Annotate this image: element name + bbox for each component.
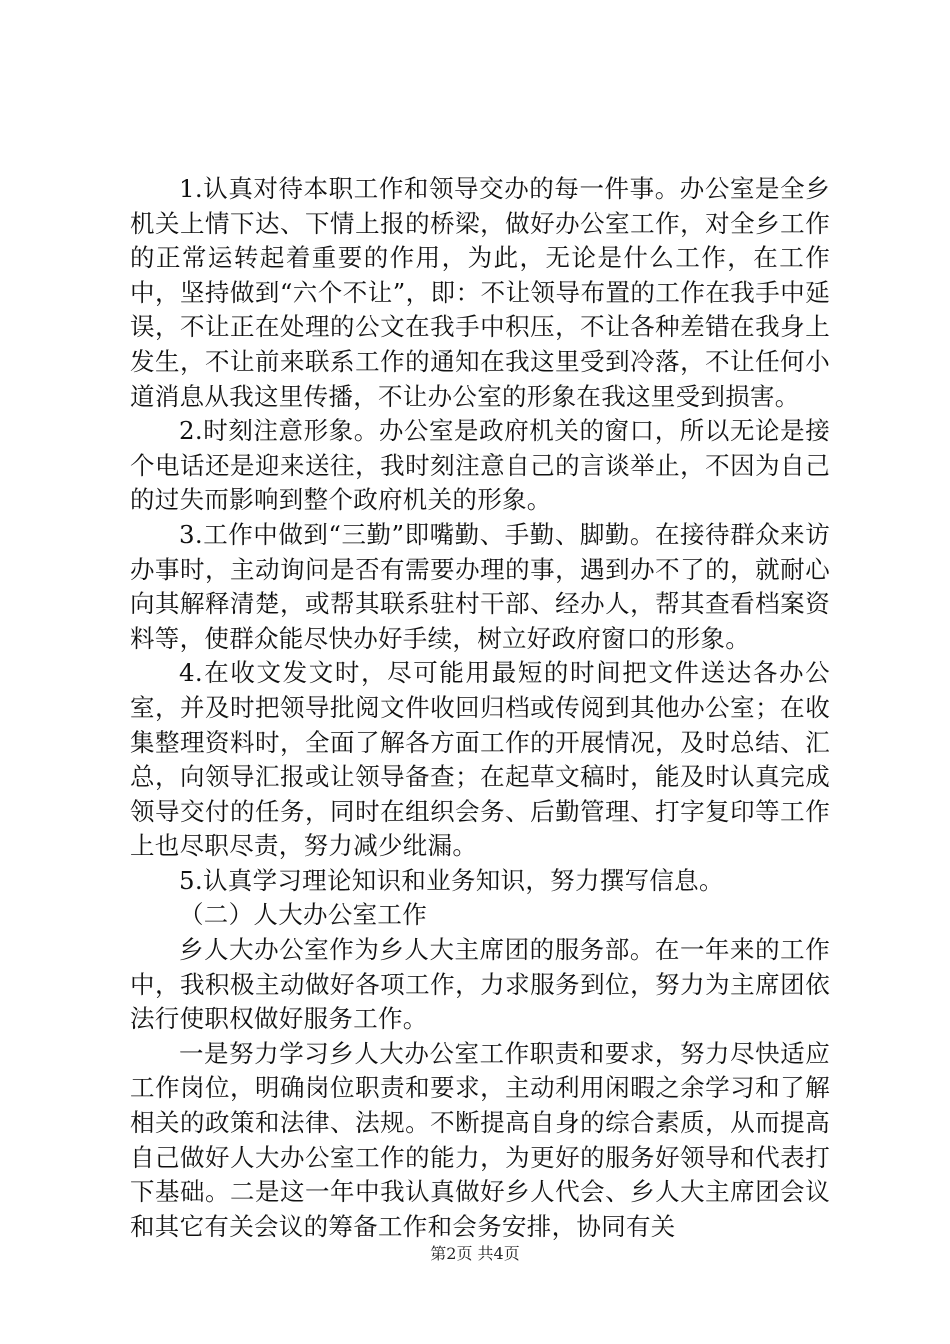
page-footer: 第2页 共4页 xyxy=(430,1244,520,1263)
paragraph-item-1: 1.认真对待本职工作和领导交办的每一件事。办公室是全乡机关上情下达、下情上报的桥梁，做好办公室工作，对全乡工作的正常运转起着重要的作用，为此，无论是什么工作，在工作中，坚持做到“六个不让”，即：不让领导布置的工作在我手中延误，不让正在处理的公文在我手中积压，不让各种差错在我身上发生，不让前来联系工作的通知在我这里受到冷落，不让任何小道消息从我这里传播，不让办公室的形象在我这里受到损害。 xyxy=(130,174,830,411)
paragraph-item-2: 2.时刻注意形象。办公室是政府机关的窗口，所以无论是接个电话还是迎来送往，我时刻注意自己的言谈举止，不因为自己的过失而影响到整个政府机关的形象。 xyxy=(130,416,830,515)
document-body xyxy=(130,172,830,1244)
paragraph-item-4: 4.在收文发文时，尽可能用最短的时间把文件送达各办公室，并及时把领导批阅文件收回归档或传阅到其他办公室；在收集整理资料时，全面了解各方面工作的开展情况，及时总结、汇总，向领导汇报或让领导备查；在起草文稿时，能及时认真完成领导交付的任务，同时在组织会务、后勤管理、打字复印等工作上也尽职尽责，努力减少纰漏。 xyxy=(130,658,830,861)
paragraph-item-3: 3.工作中做到“三勤”即嘴勤、手勤、脚勤。在接待群众来访办事时，主动询问是否有需要办理的事，遇到办不了的，就耐心向其解释清楚，或帮其联系驻村干部、经办人，帮其查看档案资料等，使群众能尽快办好手续，树立好政府窗口的形象。 xyxy=(130,519,830,653)
paragraph-details: 一是努力学习乡人大办公室工作职责和要求，努力尽快适应工作岗位，明确岗位职责和要求，主动利用闲暇之余学习和了解相关的政策和法律、法规。不断提高自身的综合素质，从而提高自己做好人大办公室工作的能力，为更好的服务好领导和代表打下基础。二是这一年中我认真做好乡人代会、乡人大主席团会议和其它有关会议的筹备工作和会务安排，协同有关 xyxy=(130,1038,830,1241)
paragraph-intro: 乡人大办公室作为乡人大主席团的服务部。在一年来的工作中，我积极主动做好各项工作，力求服务到位，努力为主席团依法行使职权做好服务工作。 xyxy=(130,935,830,1034)
paragraph-item-5: 5.认真学习理论知识和业务知识，努力撰写信息。 xyxy=(179,865,724,895)
section-heading: （二）人大办公室工作 xyxy=(179,900,427,930)
